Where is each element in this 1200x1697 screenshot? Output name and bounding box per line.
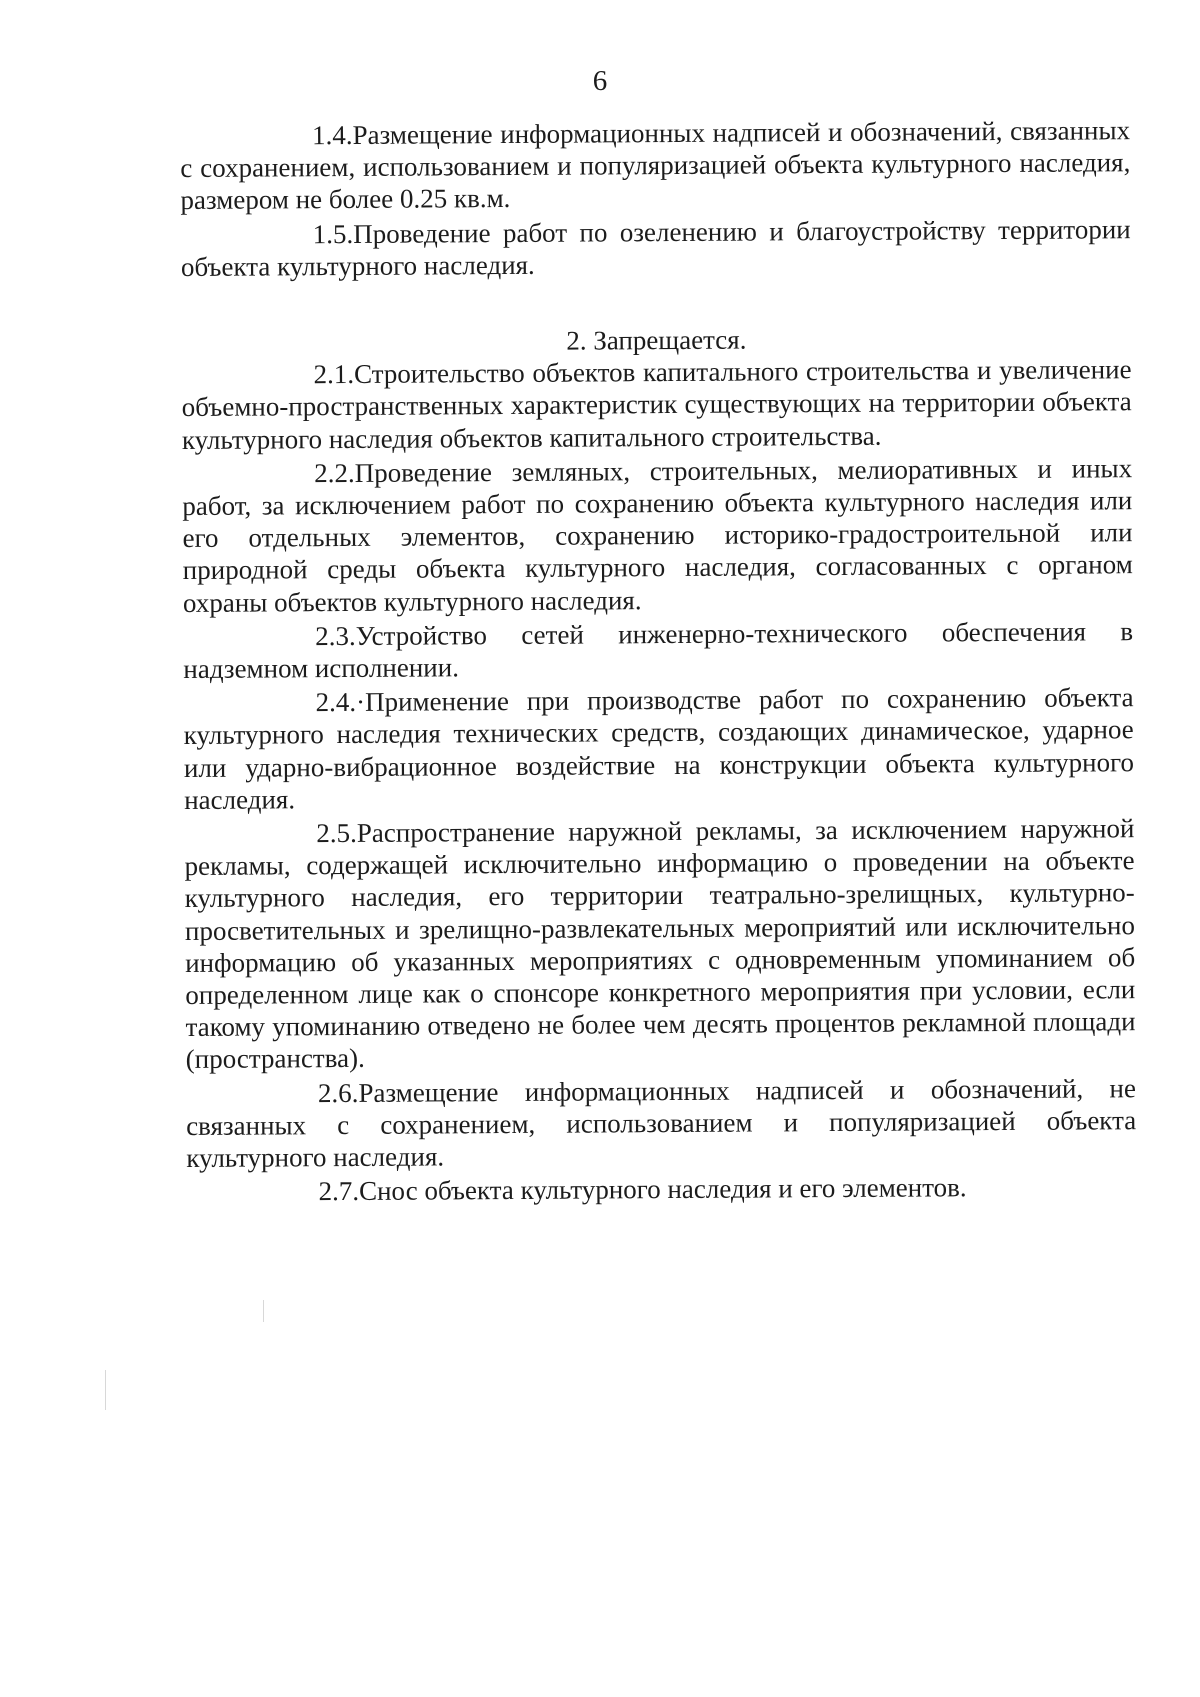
- item-text: Размещение информационных надписей и обозначений, не связанных с сохранением, использованием и популяризацией объекта культурного наследия.: [186, 1072, 1137, 1174]
- paragraph-2-3: [183, 615, 1133, 685]
- item-number: 2.1.: [313, 359, 355, 390]
- item-number: 1.5.: [312, 218, 354, 249]
- paragraph-2-7: [186, 1170, 1136, 1208]
- paragraph-1-5: [181, 213, 1131, 283]
- document-body: [180, 114, 1137, 1208]
- item-text: Проведение работ по озеленению и благоустройству территории объекта культурного наследия.: [180, 213, 1131, 282]
- item-text: Проведение земляных, строительных, мелиоративных и иных работ, за исключением работ по сохранению объекта культурного наследия или его отдельных элементов, сохранению историко-градостроительной или природной среды объекта культурного наследия, согласованных с органом охраны объектов культурного наследия.: [182, 453, 1133, 618]
- item-text: Размещение информационных надписей и обозначений, связанных с сохранением, использованием и популяризацией объекта культурного наследия, размером не более 0.25 кв.м.: [180, 115, 1131, 216]
- scan-artifact: [105, 1370, 106, 1410]
- item-text: Строительство объектов капитального строительства и увеличение объемно-пространственных характеристик существующих на территории объекта культурного наследия объектов капитального строительства.: [181, 354, 1132, 455]
- item-number: 2.3.: [315, 620, 356, 652]
- item-number: 2.2.: [314, 457, 355, 489]
- item-number: 2.5.: [316, 817, 357, 849]
- item-text: Применение при производстве работ по сохранению объекта культурного наследия технических средств, создающих динамическое, ударное или ударно-вибрационное воздействие на конструкции объекта культурного наследия.: [183, 682, 1135, 815]
- paragraph-2-6: [186, 1072, 1137, 1174]
- paragraph-2-2: [182, 452, 1133, 619]
- item-number: 1.4.: [312, 119, 353, 151]
- paragraph-1-4: [180, 114, 1131, 216]
- paragraph-2-4: [183, 681, 1134, 816]
- paragraph-2-5: [184, 812, 1136, 1075]
- item-number: 2.7.: [318, 1176, 360, 1207]
- item-number: 2.6.: [317, 1077, 359, 1108]
- scan-artifact: [263, 1300, 264, 1322]
- item-text: Снос объекта культурного наследия и его элементов.: [358, 1172, 967, 1207]
- item-text: Распространение наружной рекламы, за исключением наружной рекламы, содержащей исключительно информацию о проведении на объекте культурного наследия, его территории театрально-зрелищных, культурно-просветительных и зрелищно-развлекательных мероприятий или исключительно информацию об указанных мероприятиях с одновременным упоминанием об определенном лице как о спонсоре конкретного мероприятия при условии, если такому упоминанию отведено не более чем десять процентов рекламной площади (пространства).: [184, 813, 1136, 1075]
- section-heading: 2. Запрещается.: [566, 324, 747, 356]
- paragraph-2-1: [181, 353, 1132, 455]
- page-number: 6: [592, 65, 608, 97]
- item-text: Устройство сетей инженерно-технического обеспечения в надземном исполнении.: [183, 616, 1134, 685]
- item-number: 2.4.·: [315, 687, 366, 718]
